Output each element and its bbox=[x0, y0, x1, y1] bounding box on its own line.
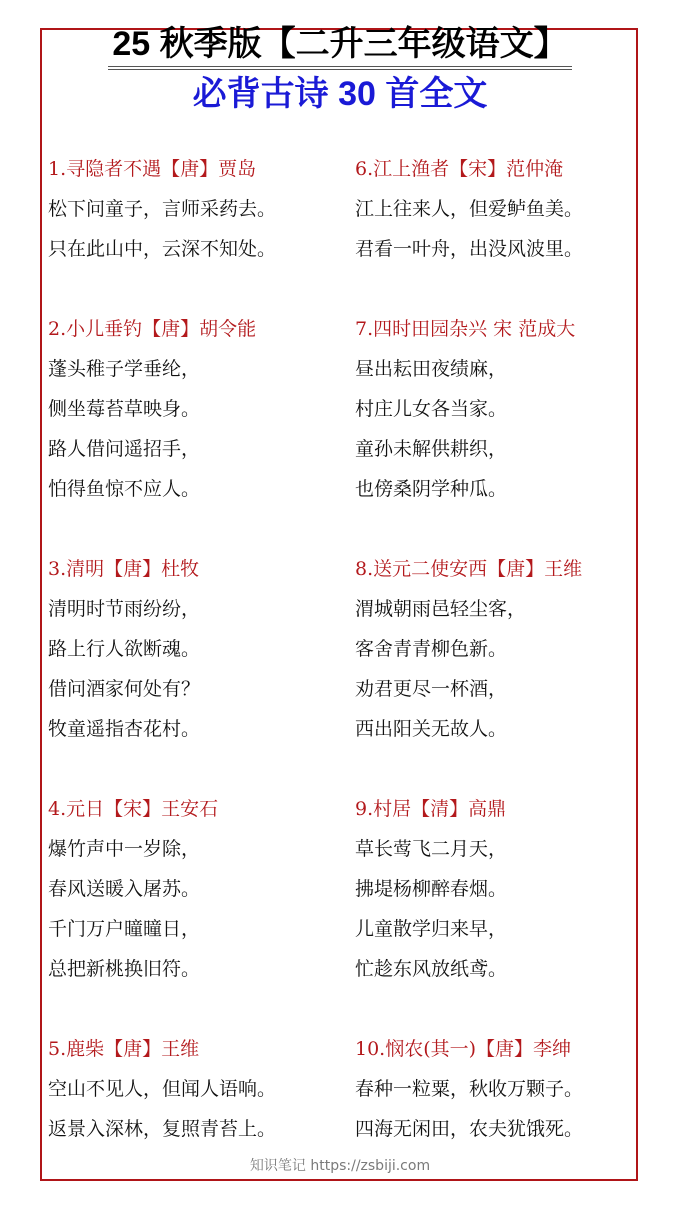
poem-4 bbox=[48, 797, 338, 997]
poem-line: 只在此山中，云深不知处。 bbox=[48, 238, 277, 260]
poem-line: 侧坐莓苔草映身。 bbox=[48, 398, 201, 420]
poem-line: 儿童散学归来早， bbox=[355, 918, 508, 940]
poem-5 bbox=[48, 1037, 338, 1157]
poem-line: 蓬头稚子学垂纶， bbox=[48, 358, 201, 380]
poem-title: 2.小儿垂钓【唐】胡令能 bbox=[48, 318, 257, 340]
poem-line: 爆竹声中一岁除， bbox=[48, 838, 201, 860]
poem-line: 昼出耘田夜绩麻， bbox=[355, 358, 508, 380]
poem-line: 怕得鱼惊不应人。 bbox=[48, 478, 201, 500]
poem-line: 借问酒家何处有？ bbox=[48, 678, 201, 700]
poem-title: 6.江上渔者【宋】范仲淹 bbox=[355, 158, 564, 180]
poem-line: 四海无闲田，农夫犹饿死。 bbox=[355, 1118, 584, 1140]
poem-3 bbox=[48, 557, 338, 757]
poem-9 bbox=[355, 797, 645, 997]
poem-line: 童孙未解供耕织， bbox=[355, 438, 508, 460]
poem-title: 5.鹿柴【唐】王维 bbox=[48, 1038, 200, 1060]
poem-line: 劝君更尽一杯酒， bbox=[355, 678, 508, 700]
poem-line: 也傍桑阴学种瓜。 bbox=[355, 478, 508, 500]
poem-title: 10.悯农(其一)【唐】李绅 bbox=[355, 1038, 572, 1060]
watermark-footer: 知识笔记 https://zsbiji.com bbox=[249, 1158, 431, 1174]
poem-line: 君看一叶舟，出没风波里。 bbox=[355, 238, 584, 260]
poem-line: 忙趁东风放纸鸢。 bbox=[355, 958, 508, 980]
poem-line: 路人借问遥招手， bbox=[48, 438, 201, 460]
poem-title: 3.清明【唐】杜牧 bbox=[48, 558, 200, 580]
poem-line: 千门万户曈曈日， bbox=[48, 918, 201, 940]
poem-line: 返景入深林，复照青苔上。 bbox=[48, 1118, 277, 1140]
poem-6 bbox=[355, 157, 645, 277]
poem-title: 8.送元二使安西【唐】王维 bbox=[355, 558, 583, 580]
poem-line: 西出阳关无故人。 bbox=[355, 718, 508, 740]
poem-line: 春种一粒粟，秋收万颗子。 bbox=[355, 1078, 584, 1100]
poem-line: 清明时节雨纷纷， bbox=[48, 598, 201, 620]
poem-7 bbox=[355, 317, 645, 517]
poem-line: 空山不见人，但闻人语响。 bbox=[48, 1078, 277, 1100]
page-title-text: 25 秋季版【二升三年级语文】 bbox=[108, 24, 571, 70]
poem-title: 4.元日【宋】王安石 bbox=[48, 798, 219, 820]
poem-1 bbox=[48, 157, 338, 277]
poem-line: 松下问童子，言师采药去。 bbox=[48, 198, 277, 220]
poem-line: 客舍青青柳色新。 bbox=[355, 638, 508, 660]
page-subtitle: 必背古诗 30 首全文 bbox=[192, 75, 488, 113]
poem-line: 村庄儿女各当家。 bbox=[355, 398, 508, 420]
poem-2 bbox=[48, 317, 338, 517]
poem-title: 9.村居【清】高鼎 bbox=[355, 798, 507, 820]
poem-line: 总把新桃换旧符。 bbox=[48, 958, 201, 980]
poem-line: 路上行人欲断魂。 bbox=[48, 638, 201, 660]
poem-line: 拂堤杨柳醉春烟。 bbox=[355, 878, 508, 900]
poem-title: 7.四时田园杂兴 宋 范成大 bbox=[355, 318, 576, 340]
page-title bbox=[0, 24, 680, 70]
poem-line: 江上往来人，但爱鲈鱼美。 bbox=[355, 198, 584, 220]
poem-title: 1.寻隐者不遇【唐】贾岛 bbox=[48, 158, 257, 180]
poem-8 bbox=[355, 557, 645, 757]
poem-line: 渭城朝雨邑轻尘客， bbox=[355, 598, 527, 620]
poem-line: 牧童遥指杏花村。 bbox=[48, 718, 201, 740]
poem-line: 草长莺飞二月天， bbox=[355, 838, 508, 860]
poem-10 bbox=[355, 1037, 645, 1157]
poem-line: 春风送暖入屠苏。 bbox=[48, 878, 201, 900]
